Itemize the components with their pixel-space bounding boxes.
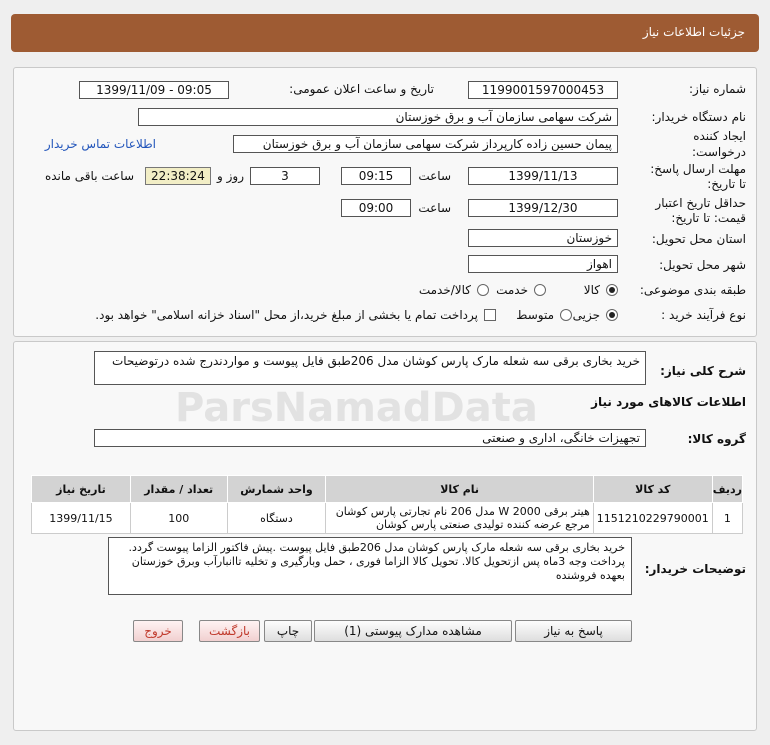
buyer-org-field: شرکت سهامی سازمان آب و برق خوزستان xyxy=(138,108,618,126)
province-field: خوزستان xyxy=(468,229,618,247)
category-label: طبقه بندی موضوعی: xyxy=(639,283,746,297)
need-summary-panel xyxy=(13,341,757,731)
goods-table-header xyxy=(32,476,743,503)
col-code-header: کد کالا xyxy=(593,476,712,503)
process-option-minor: جزیی xyxy=(572,308,600,322)
view-attachments-button[interactable]: مشاهده مدارک پیوستی (1) xyxy=(314,620,512,642)
col-qty-header: تعداد / مقدار xyxy=(130,476,227,503)
category-option-service: خدمت xyxy=(496,283,528,297)
time-remaining-label: ساعت باقی مانده xyxy=(44,169,134,183)
need-details-panel xyxy=(13,67,757,337)
summary-label: شرح کلی نیاز: xyxy=(660,364,746,378)
col-row-header: ردیف xyxy=(712,476,742,503)
category-option-goods: کالا xyxy=(583,283,600,297)
province-label: استان محل تحویل: xyxy=(651,232,746,246)
need-number-field: 1199001597000453 xyxy=(468,81,618,99)
process-radio-minor[interactable] xyxy=(606,309,618,321)
city-field: اهواز xyxy=(468,255,618,273)
deadline-label-line2: تا تاریخ: xyxy=(707,177,746,191)
goods-info-title: اطلاعات کالاهای مورد نیاز xyxy=(591,395,746,409)
cell-code: 1151210229790001 xyxy=(593,503,712,534)
cell-qty: 100 xyxy=(130,503,227,534)
deadline-date-field: 1399/11/13 xyxy=(468,167,618,185)
cell-unit: دستگاه xyxy=(227,503,326,534)
buyer-notes-label: توضیحات خریدار: xyxy=(644,562,746,576)
validity-label-line2: قیمت: تا تاریخ: xyxy=(671,211,746,225)
page-header xyxy=(11,14,759,52)
buyer-notes-field: خرید بخاری برقی سه شعله مارک پارس کوشان مدل 206طبق فایل پیوست .پیش فاکتور الزاما پیوست گردد. پرداخت وجه 3ماه پس ازتحویل کالا. تحویل کالا الزاما فوری ، حمل وبارگیری و تخلیه تاانبارآب وبرق خوزستان بعهده فروشنده xyxy=(108,537,632,595)
cell-date: 1399/11/15 xyxy=(32,503,131,534)
process-type-label: نوع فرآیند خرید : xyxy=(661,308,746,322)
deadline-label-line1: مهلت ارسال پاسخ: xyxy=(650,162,746,176)
need-number-label: شماره نیاز: xyxy=(689,82,746,96)
city-label: شهر محل تحویل: xyxy=(659,258,746,272)
creator-field: پیمان حسین زاده کارپرداز شرکت سهامی سازمان آب و برق خوزستان xyxy=(233,135,618,153)
validity-time-label: ساعت xyxy=(418,201,451,215)
col-name-header: نام کالا xyxy=(326,476,593,503)
process-radio-medium[interactable] xyxy=(560,309,572,321)
watermark: ParsNamadData xyxy=(175,385,538,431)
treasury-payment-checkbox[interactable] xyxy=(484,309,496,321)
deadline-time-field: 09:15 xyxy=(341,167,411,185)
process-option-medium: متوسط xyxy=(516,308,554,322)
treasury-payment-note: پرداخت تمام یا بخشی از مبلغ خرید،از محل "اسناد خزانه اسلامی" خواهد بود. xyxy=(95,308,478,322)
validity-label-line1: حداقل تاریخ اعتبار xyxy=(655,196,746,210)
page-title: جزئیات اطلاعات نیاز xyxy=(642,25,745,39)
days-remaining-field: 3 xyxy=(250,167,320,185)
cell-row: 1 xyxy=(712,503,742,534)
print-button[interactable]: چاپ xyxy=(264,620,312,642)
category-radio-service[interactable] xyxy=(534,284,546,296)
announce-datetime-field: 1399/11/09 - 09:05 xyxy=(79,81,229,99)
col-date-header: تاریخ نیاز xyxy=(32,476,131,503)
validity-time-field: 09:00 xyxy=(341,199,411,217)
buyer-contact-link[interactable]: اطلاعات تماس خریدار xyxy=(44,137,156,151)
cell-name: هیتر برقی W 2000 مدل 206 نام تجارتی پارس کوشان مرجع عرضه کننده تولیدی صنعتی پارس کوشان xyxy=(326,503,593,534)
goods-table xyxy=(31,475,743,534)
col-unit-header: واحد شمارش xyxy=(227,476,326,503)
time-remaining-field: 22:38:24 xyxy=(145,167,211,185)
buyer-org-label: نام دستگاه خریدار: xyxy=(651,110,746,124)
summary-field: خرید بخاری برقی سه شعله مارک پارس کوشان مدل 206طبق فایل پیوست و مواردندرج شده درتوضیحات xyxy=(94,351,646,385)
creator-label-line1: ایجاد کننده xyxy=(693,129,746,143)
days-label: روز و xyxy=(217,169,244,183)
exit-button[interactable]: خروج xyxy=(133,620,183,642)
reply-button[interactable]: پاسخ به نیاز xyxy=(515,620,632,642)
announce-datetime-label: تاریخ و ساعت اعلان عمومی: xyxy=(289,82,434,96)
validity-date-field: 1399/12/30 xyxy=(468,199,618,217)
category-option-goods-service: کالا/خدمت xyxy=(418,283,471,297)
goods-group-field: تجهیزات خانگی، اداری و صنعتی xyxy=(94,429,646,447)
deadline-time-label: ساعت xyxy=(418,169,451,183)
back-button[interactable]: بازگشت xyxy=(199,620,260,642)
category-radio-goods-service[interactable] xyxy=(477,284,489,296)
creator-label-line2: درخواست: xyxy=(692,145,746,159)
table-row xyxy=(32,503,743,534)
goods-group-label: گروه کالا: xyxy=(687,432,746,446)
category-radio-goods[interactable] xyxy=(606,284,618,296)
